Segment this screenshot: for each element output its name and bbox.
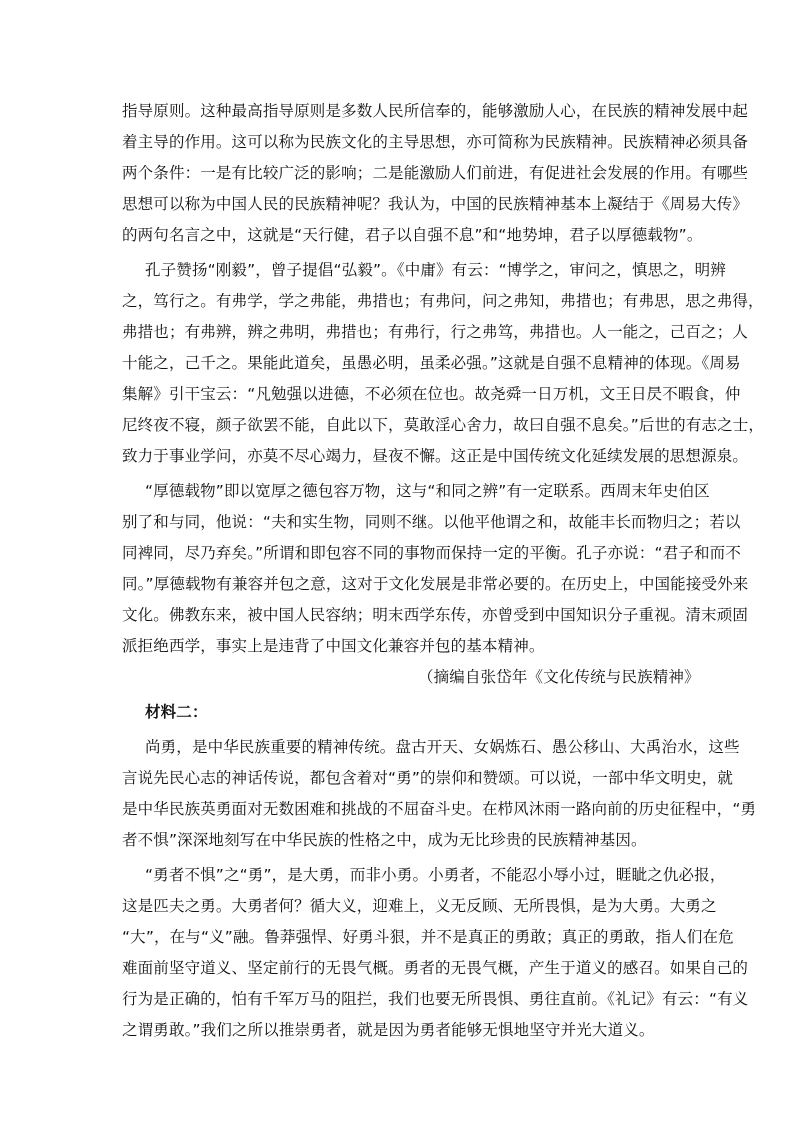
paragraph-line <box>0 349 794 377</box>
paragraph-line <box>0 318 794 346</box>
section-heading <box>0 698 794 726</box>
paragraph-line <box>0 539 794 567</box>
source-text: （摘编自张岱年《文化传统与民族精神》 <box>418 668 700 686</box>
text-line: 的两句名言之中，这就是“天行健，君子以自强不息”和“地势坤，君子以厚德载物”。 <box>122 226 703 244</box>
paragraph-line <box>0 221 794 249</box>
text-line: 孔子赞扬“刚毅”，曾子提倡“弘毅”。《中庸》有云：“博学之，审问之，慎思之，明辨 <box>145 261 726 279</box>
source-citation <box>0 663 794 691</box>
paragraph-line <box>0 954 794 982</box>
paragraph-line <box>0 128 794 156</box>
text-line: “厚德载物”即以宽厚之德包容万物，这与“和同之辨”有一定联系。西周末年史伯区 <box>145 482 710 500</box>
text-line: 之，笃行之。有弗学，学之弗能，弗措也；有弗问，问之弗知，弗措也；有弗思，思之弗得， <box>122 292 764 310</box>
paragraph-line <box>0 632 794 660</box>
paragraph-line <box>0 826 794 854</box>
paragraph-line <box>0 764 794 792</box>
paragraph-line <box>0 570 794 598</box>
paragraph-line <box>0 97 794 125</box>
text-line: 文化。佛教东来，被中国人民容纳；明末西学东传，亦曾受到中国知识分子重视。清末顽固 <box>122 606 749 624</box>
paragraph-line <box>0 159 794 187</box>
paragraph-line <box>0 733 794 761</box>
text-line: 言说先民心志的神话传说，都包含着对“勇”的崇仰和赞颂。可以说，一部中华文明史，就 <box>122 769 734 787</box>
paragraph-line <box>0 861 794 889</box>
text-line: 行为是正确的，怕有千军万马的阻拦，我们也要无所畏惧、勇往直前。《礼记》有云：“有义 <box>122 990 749 1008</box>
text-line: 集解》引干宝云：“凡勉强以进德，不必须在位也。故尧舜一日万机，文王日昃不暇食，仲 <box>122 385 741 403</box>
paragraph-line <box>0 287 794 315</box>
paragraph-line <box>0 508 794 536</box>
text-line: 着主导的作用。这可以称为民族文化的主导思想，亦可简称为民族精神。民族精神必须具备 <box>122 133 749 151</box>
paragraph-line <box>0 442 794 470</box>
text-line: 致力于事业学问，亦莫不尽心竭力，昼夜不懈。这正是中国传统文化延续发展的思想源泉。 <box>122 447 749 465</box>
text-line: 难面前坚守道义、坚定前行的无畏气概。勇者的无畏气概，产生于道义的感召。如果自己的 <box>122 959 749 977</box>
paragraph-line <box>0 601 794 629</box>
text-line: 指导原则。这种最高指导原则是多数人民所信奉的，能够激励人心，在民族的精神发展中起 <box>122 102 749 120</box>
text-line: 十能之，己千之。果能此道矣，虽愚必明，虽柔必强。”这就是自强不息精神的体现。《周易 <box>122 354 741 372</box>
heading-text: 材料二： <box>145 703 208 721</box>
paragraph-line <box>0 892 794 920</box>
text-line: 别了和与同，他说：“夫和实生物，同则不继。以他平他谓之和，故能丰长而物归之；若以 <box>122 513 741 531</box>
text-line: 同。”厚德载物有兼容并包之意，这对于文化发展是非常必要的。在历史上，中国能接受外来 <box>122 575 749 593</box>
paragraph-line <box>0 380 794 408</box>
paragraph-line <box>0 1016 794 1044</box>
text-line: 思想可以称为中国人民的民族精神呢？我认为，中国的民族精神基本上凝结于《周易大传》 <box>122 195 749 213</box>
text-line: 两个条件：一是有比较广泛的影响；二是能激励人们前进，有促进社会发展的作用。有哪些 <box>122 164 749 182</box>
text-line: 这是匹夫之勇。大勇者何？循大义，迎难上，义无反顾、无所畏惧，是为大勇。大勇之 <box>122 897 717 915</box>
paragraph-line <box>0 795 794 823</box>
text-line: 同裨同，尽乃弃矣。”所谓和即包容不同的事物而保持一定的平衡。孔子亦说：“君子和而不 <box>122 544 741 562</box>
text-line: 之谓勇敢。”我们之所以推崇勇者，就是因为勇者能够无惧地坚守并光大道义。 <box>122 1021 655 1039</box>
paragraph-line <box>0 985 794 1013</box>
text-line: “勇者不惧”之“勇”，是大勇，而非小勇。小勇者，不能忍小辱小过，睚眦之仇必报， <box>145 866 726 884</box>
text-line: 派拒绝西学，事实上是违背了中国文化兼容并包的基本精神。 <box>122 637 545 655</box>
paragraph-line <box>0 923 794 951</box>
paragraph-line <box>0 411 794 439</box>
text-line: 是中华民族英勇面对无数困难和挑战的不屈奋斗史。在栉风沐雨一路向前的历史征程中，“勇 <box>122 800 757 818</box>
paragraph-line <box>0 256 794 284</box>
text-line: 尚勇，是中华民族重要的精神传统。盘古开天、女娲炼石、愚公移山、大禹治水，这些 <box>145 738 740 756</box>
paragraph-line <box>0 477 794 505</box>
text-line: 弗措也；有弗辨，辨之弗明，弗措也；有弗行，行之弗笃，弗措也。人一能之，己百之；人 <box>122 323 749 341</box>
text-line: 尼终夜不寝，颜子欲罢不能，自此以下，莫敢淫心舍力，故曰自强不息矣。”后世的有志之士， <box>122 416 765 434</box>
paragraph-line <box>0 190 794 218</box>
text-line: “大”，在与“义”融。鲁莽强悍、好勇斗狠，并不是真正的勇敢；真正的勇敢，指人们在危 <box>122 928 734 946</box>
text-line: 者不惧”深深地刻写在中华民族的性格之中，成为无比珍贵的民族精神基因。 <box>122 831 647 849</box>
